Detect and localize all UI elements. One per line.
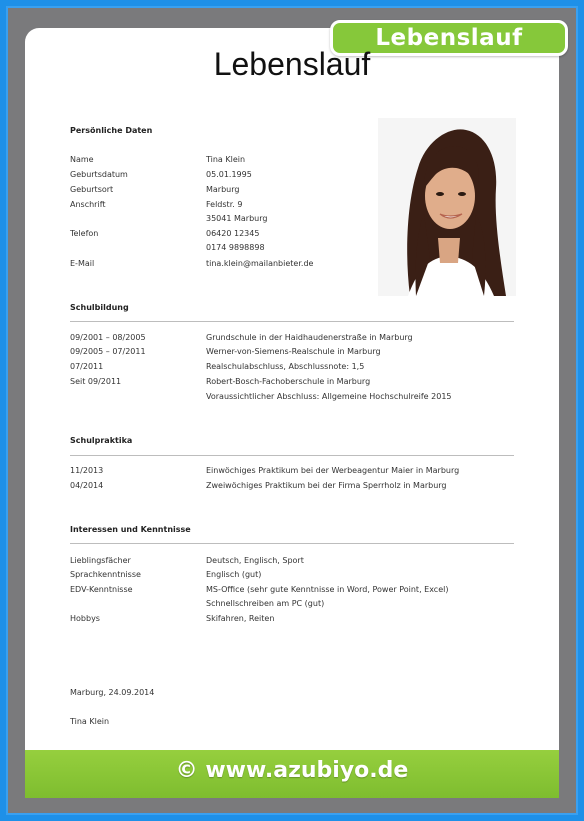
row-label: Hobbys [70,614,100,623]
section-divider [70,543,514,544]
footer-bar [25,750,559,798]
row-value: Grundschule in der Haidhaudenerstraße in Marburg [206,333,413,342]
signature-name: Tina Klein [70,717,110,726]
row-value: Skifahren, Reiten [206,614,275,623]
row-label: EDV-Kenntnisse [70,585,133,594]
footer-website: © www.azubiyo.de [175,758,409,783]
row-value: Zweiwöchiges Praktikum bei der Firma Sperrholz in Marburg [206,481,447,490]
row-value: Einwöchiges Praktikum bei der Werbeagentur Maier in Marburg [206,466,460,475]
row-label: Seit 09/2011 [70,377,122,386]
row-value: 05.01.1995 [206,170,252,179]
row-value: Voraussichtlicher Abschluss: Allgemeine Hochschulreife 2015 [206,392,452,401]
row-value: Englisch (gut) [206,570,262,579]
section-heading-school: Schulbildung [70,303,129,312]
row-label: 07/2011 [70,362,104,371]
row-value: 06420 12345 [206,229,260,238]
section-heading-internships: Schulpraktika [70,436,133,445]
row-label: 11/2013 [70,466,104,475]
section-heading-interests: Interessen und Kenntnisse [70,525,191,534]
row-value: Deutsch, Englisch, Sport [206,556,304,565]
row-label: E-Mail [70,259,95,268]
row-label: Sprachkenntnisse [70,570,141,579]
row-label: 04/2014 [70,481,104,490]
row-label: Anschrift [70,200,106,209]
row-label: Name [70,155,94,164]
section-divider [70,455,514,456]
lebenslauf-badge: Lebenslauf [330,20,568,56]
row-value: Robert-Bosch-Fachoberschule in Marburg [206,377,371,386]
profile-photo [378,118,516,296]
section-divider [70,321,514,322]
row-label: Geburtsdatum [70,170,128,179]
row-value: Feldstr. 9 [206,200,243,209]
email-value: tina.klein@mailanbieter.de [206,259,314,268]
row-value: Schnellschreiben am PC (gut) [206,599,325,608]
section-heading-personal: Persönliche Daten [70,126,153,135]
row-label: Telefon [70,229,99,238]
place-date: Marburg, 24.09.2014 [70,688,155,697]
row-value: MS-Office (sehr gute Kenntnisse in Word, Power Point, Excel) [206,585,449,594]
page-title: Lebenslauf [213,46,371,82]
row-label: Lieblingsfächer [70,556,131,565]
row-label: 09/2005 – 07/2011 [70,347,146,356]
row-label: 09/2001 – 08/2005 [70,333,146,342]
row-value: Realschulabschluss, Abschlussnote: 1,5 [206,362,365,371]
row-value: 35041 Marburg [206,214,268,223]
row-value: 0174 9898898 [206,243,265,252]
portrait-illustration [378,118,516,296]
row-label: Geburtsort [70,185,114,194]
row-value: Tina Klein [206,155,246,164]
row-value: Marburg [206,185,240,194]
row-value: Werner-von-Siemens-Realschule in Marburg [206,347,381,356]
